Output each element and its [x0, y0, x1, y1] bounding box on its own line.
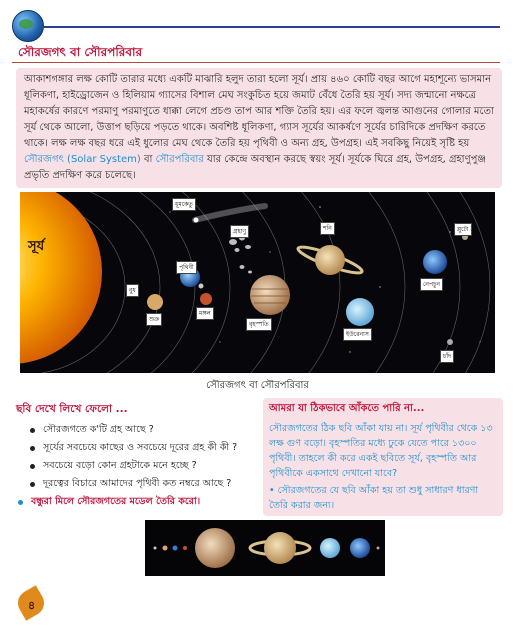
header-rule [44, 26, 500, 28]
activity-item [12, 495, 260, 509]
diagram-caption: সৌরজগৎ বা সৌরপরিবার [206, 380, 309, 391]
question-item [12, 459, 260, 473]
bullet-icon [30, 428, 35, 433]
saturn [315, 245, 345, 275]
label-asteroid: গ্রহাণু [230, 225, 249, 238]
label-saturn: শনি [320, 222, 335, 235]
mars [200, 293, 212, 305]
model-saturn [264, 532, 296, 564]
solar-system-diagram [20, 192, 495, 373]
model-earth [173, 546, 178, 551]
label-venus: শুক্র [146, 313, 162, 326]
intro-box [16, 68, 502, 188]
question-text: সৌরজগতে ক'টি গ্রহ আছে ? [43, 424, 154, 435]
globe-icon [12, 10, 44, 42]
model-svg [145, 520, 385, 576]
question-item [12, 423, 260, 437]
label-uranus: ইউরেনাস [343, 328, 372, 341]
model-mercury [154, 547, 157, 550]
question-box [12, 400, 260, 507]
model-uranus [320, 538, 340, 558]
intro-text-2: যার কেন্দ্রে অবস্থান করছে স্বয়ং সূর্য। সূর্যকে ঘিরে গ্রহ, উপগ্রহ, গ্রহাণুপুঞ্জ প্রভৃতি প্রদক্ষিণ করে চলেছে। [24, 154, 486, 181]
info-box [263, 398, 503, 516]
bullet-icon [30, 482, 35, 487]
question-text: সবচেয়ে বড়ো কোন গ্রহটাকে মনে হচ্ছে ? [43, 460, 197, 471]
question-box-title: ছবি দেখে লিখে ফেলো ... [16, 403, 128, 415]
intro-text-1: আকাশগঙ্গার লক্ষ কোটি তারার মধ্যে একটি মাঝারি হলুদ তারা হলো সূর্য। প্রায় ৪৬০ কোটি বছর আগে মহাশূন্যে ভাসমান ধূলিকণা, হাইড্রোজেন ও হিলিয়াম গ্যাসের বিশাল মেঘ সংকুচিত হয়ে জমাট বেঁধে তৈরি হয় সূর্য। সদ্য জন্মানো নক্ষত্রে মহাকর্ষের কারণে পরমাণু পরমাণুতে ধাক্কা লেগে প্রচণ্ড তাপ আর শক্তি তৈরি হয়। এর ফলে জ্বলন্ত আগুনের গোলার মতো সূর্য থেকে আলো, উত্তাপ ছড়িয়ে পড়তে থাকে। অবশিষ্ট ধূলিকণা, গ্যাস সূর্যের আকর্ষণে সূর্যের চারিদিকে প্রদক্ষিণ করতে থাকে। লক্ষ লক্ষ বছর ধরে এই ধুলোর মেঘ থেকে তৈরি হয় পৃথিবী ও অন্য গ্রহ, উপগ্রহ। এই সবকিছু নিয়েই সৃষ্টি হয় [24, 74, 494, 149]
moon [199, 284, 204, 289]
neptune [423, 250, 447, 274]
page-number: ৪ [28, 599, 36, 612]
solar-system-model-image [145, 520, 385, 576]
model-pluto [377, 547, 380, 550]
intro-highlight-solar-family: সৌরপরিবার [155, 154, 204, 165]
label-mercury: বুধ [126, 284, 139, 297]
label-jupiter: বৃহস্পতি [246, 318, 272, 331]
activity-text: বন্ধুরা মিলে সৌরজগতের মডেল তৈরি করো। [31, 496, 201, 507]
label-comet: ধূমকেতু [172, 198, 196, 211]
model-neptune [350, 538, 370, 558]
section-title: সৌরজগৎ বা সৌরপরিবার [18, 45, 143, 59]
label-pluto: প্লুটো [454, 223, 472, 236]
info-note-text: সৌরজগতের যে ছবি আঁকা হয় তা শুধু সাধারণ ধারণা তৈরি করার জন্য। [269, 485, 479, 511]
venus [147, 294, 163, 310]
info-box-title: আমরা যা ঠিকভাবে আঁকতে পারি না... [269, 403, 425, 414]
info-box-note: • সৌরজগতের যে ছবি আঁকা হয় তা শুধু সাধারণ ধারণা তৈরি করার জন্য। [269, 485, 479, 511]
question-item [12, 441, 260, 455]
sun-label: সূর্য [28, 239, 45, 254]
bullet-icon [30, 464, 35, 469]
model-jupiter [195, 528, 235, 568]
jupiter [250, 275, 290, 315]
question-text: সূর্যের সবচেয়ে কাছের ও সবচেয়ে দূরের গ্রহ কী কী ? [43, 442, 238, 453]
intro-paragraph [24, 72, 494, 184]
label-moon: চাঁদ [440, 350, 454, 363]
question-text: দূরত্বের বিচারে আমাদের পৃথিবী কত নম্বরে আছে ? [43, 478, 232, 489]
bullet-icon [30, 446, 35, 451]
comet [194, 218, 199, 223]
uranus [346, 298, 374, 326]
model-mars [183, 546, 187, 550]
label-neptune: নেপচুন [420, 278, 443, 291]
model-venus [163, 546, 168, 551]
label-mars: মঙ্গল [196, 307, 214, 320]
intro-text-mid: বা [140, 154, 156, 165]
label-earth: পৃথিবী [176, 261, 197, 274]
bullet-icon [18, 500, 23, 505]
intro-highlight-solar-system: সৌরজগৎ (Solar System) [24, 154, 141, 165]
info-box-text: সৌরজগতের ঠিক ছবি আঁকা যায় না। সূর্য পৃথিবীর থেকে ১৩ লক্ষ গুণ বড়ো। বৃহস্পতির মধ্যে ঢুকে যেতে পারে ১৩০০ পৃথিবী। তাহলে কী করে একই ছবিতে সূর্য, বৃহস্পতি আর পৃথিবীকে একসাথে দেখানো যাবে? [269, 423, 493, 479]
small-body [447, 339, 453, 345]
question-item [12, 477, 260, 491]
